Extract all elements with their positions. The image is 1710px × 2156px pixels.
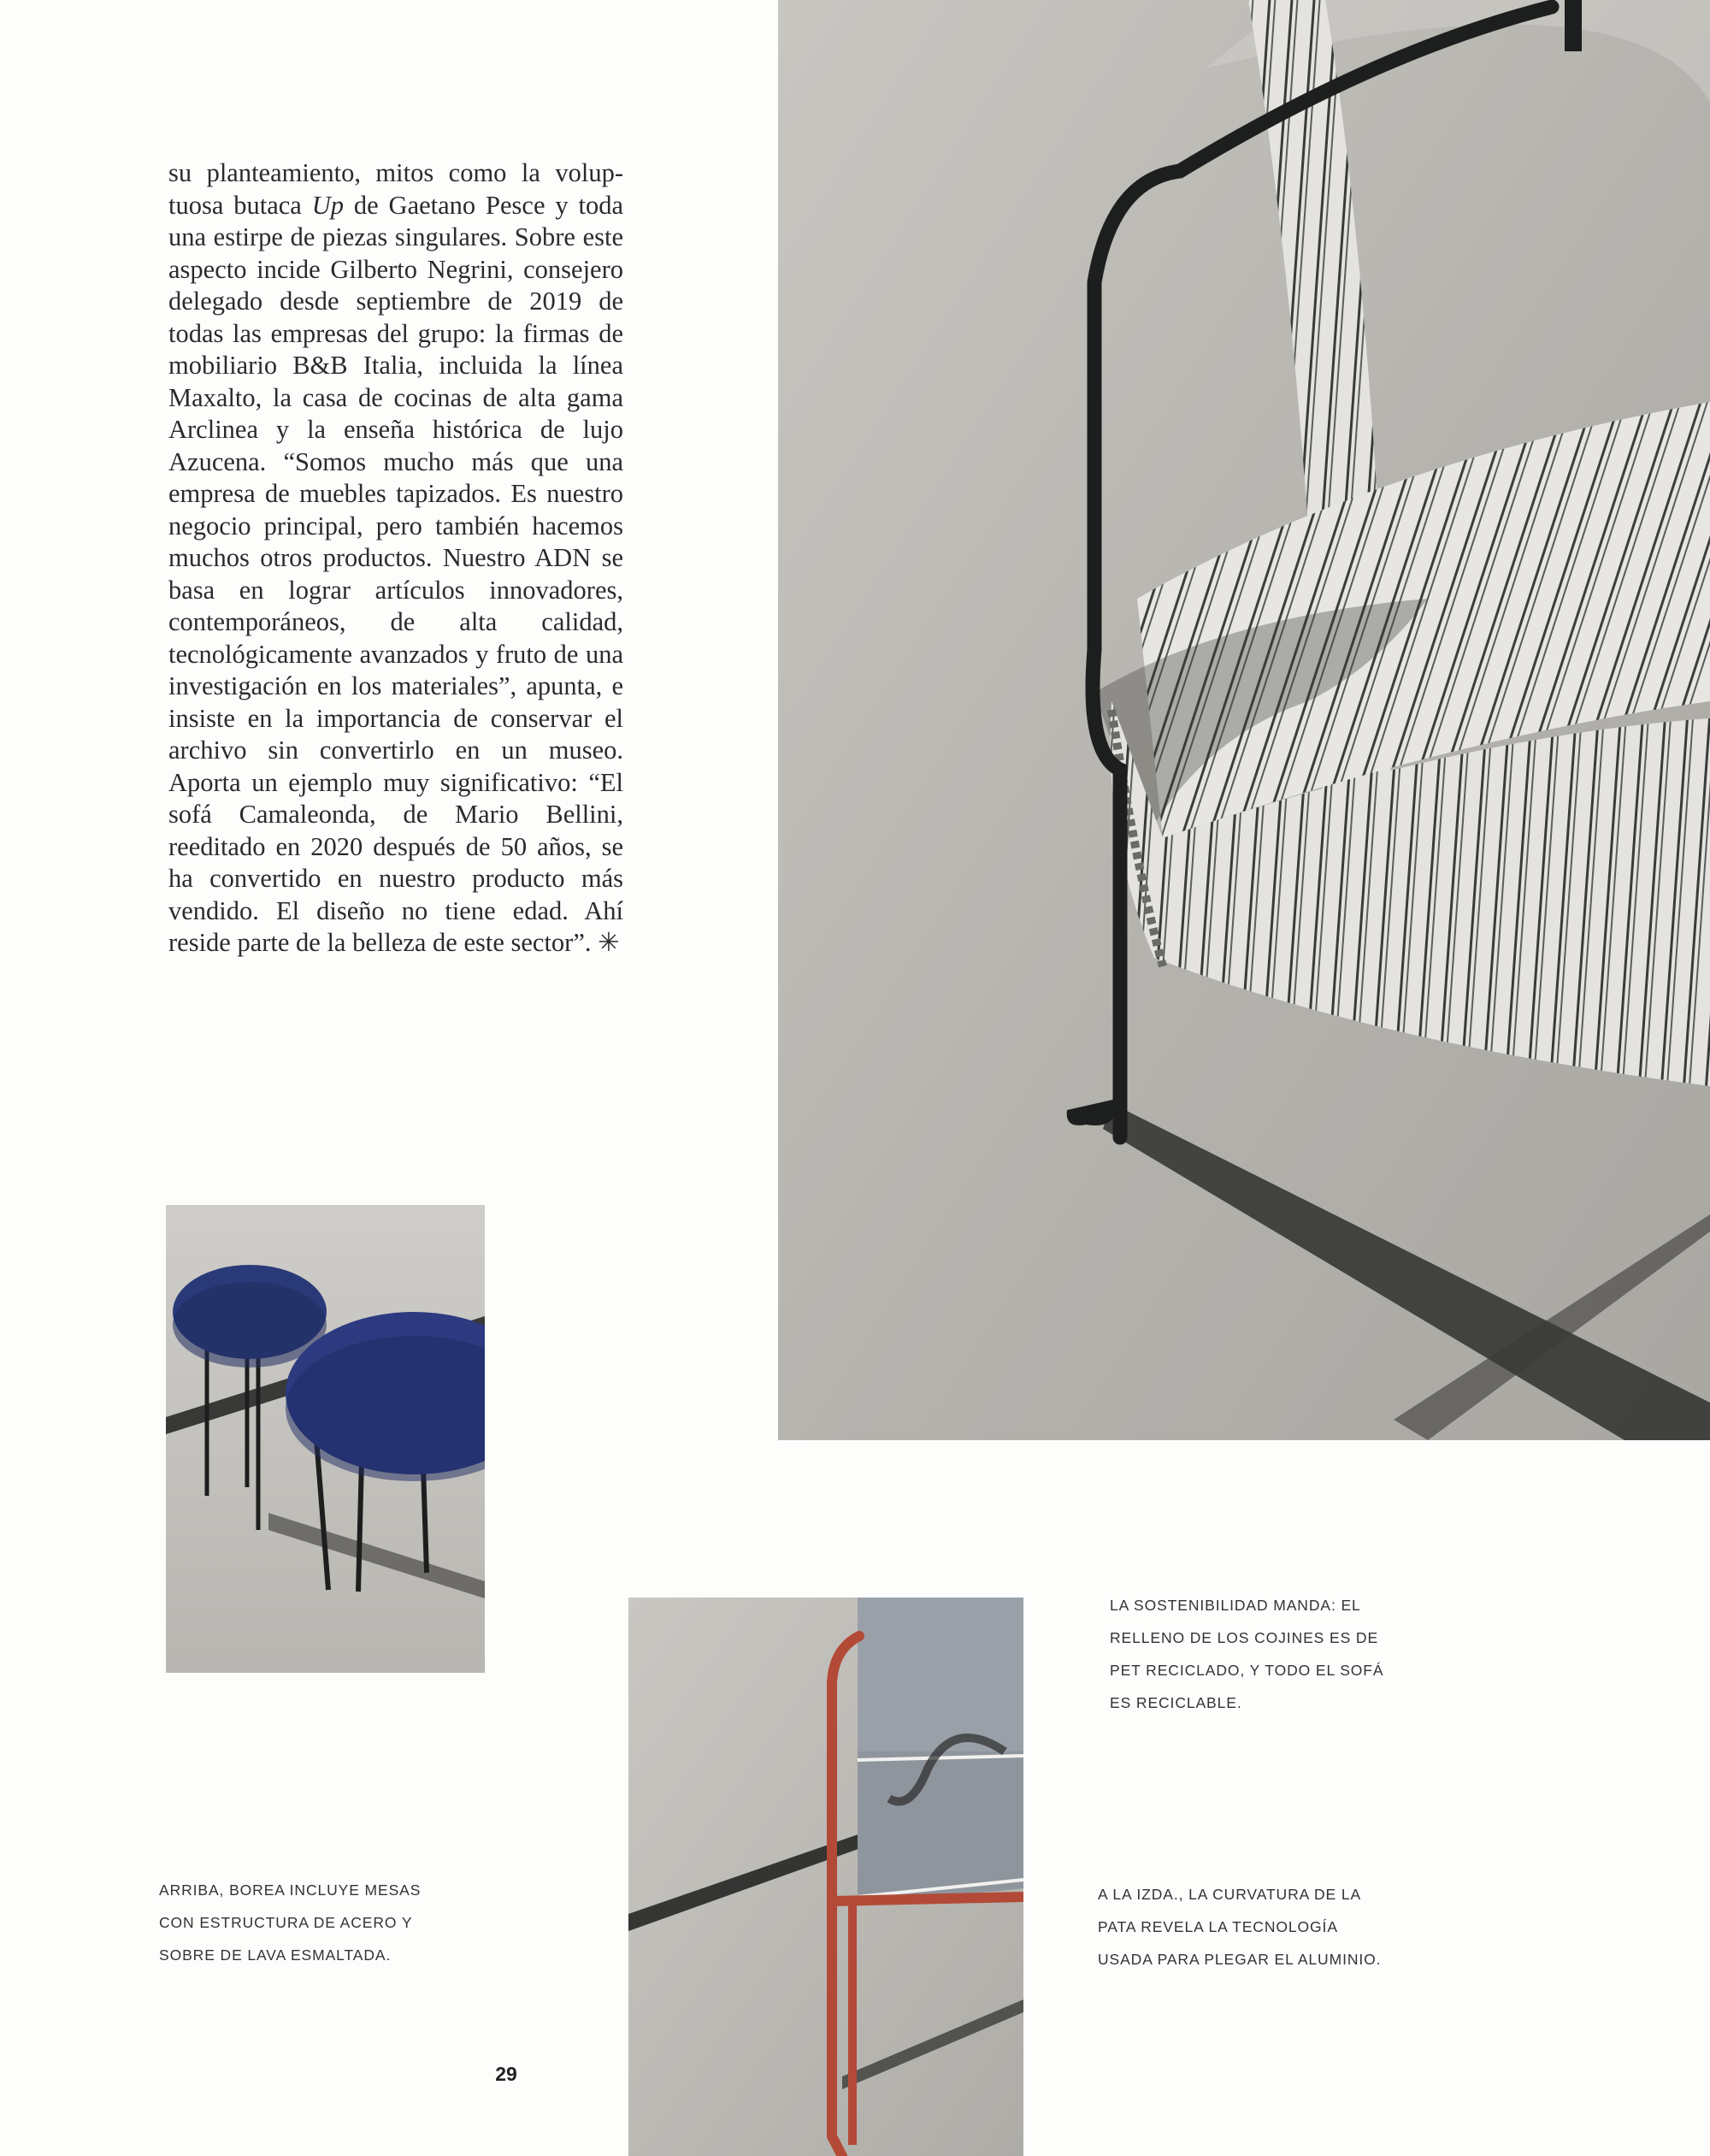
article-body <box>168 157 623 960</box>
caption-arriba: ARRIBA, BOREA INCLUYE MESAS CON ESTRUCTURA DE ACERO Y SOBRE DE LAVA ESMALTADA. <box>159 1881 422 1964</box>
body-rest: de Gaetano Pesce y toda una estirpe de piezas singulares. Sobre este aspecto incide Gilberto Negrini, consejero delegado desde septiembre de 2019 de todas las empresas del grupo: la firmas de mobiliario B&B Italia, incluida la línea Maxalto, la casa de cocinas de alta gama Arclinea y la enseña histórica de lujo Azucena. “Somos mucho más que una empresa de muebles tapizados. Es nuestro negocio principal, pero también hacemos muchos otros productos. Nuestro ADN se basa en lograr artículos innovadores, contemporáneos, de alta calidad, tecnológicamente avanzados y fruto de una investigación en los materiales”, apunta, e insiste en la importancia de conservar el archivo sin convertirlo en un museo. Aporta un ejemplo muy significativo: “El sofá Camaleonda, de Mario Bellini, reeditado en 2020 después de 50 años, se ha convertido en nuestro producto más vendido. El diseño no tiene edad. Ahí reside parte de la belleza de este sector”. ✳ <box>168 190 624 957</box>
armchair-photo <box>778 0 1710 1440</box>
sofa-detail-photo <box>628 1598 1023 2156</box>
caption-sostenibilidad: LA SOSTENIBILIDAD MANDA: EL RELLENO DE LOS COJINES ES DE PET RECICLADO, Y TODO EL SOFÁ ES RECICLABLE. <box>1110 1597 1384 1711</box>
body-italic-up: Up <box>311 190 345 220</box>
side-tables-photo <box>166 1205 485 1673</box>
page-number: 29 <box>495 2063 517 2085</box>
body-lead: su planteamiento, mitos como la voluptuosa butaca <box>168 158 623 220</box>
caption-izda: A LA IZDA., LA CURVATURA DE LA PATA REVELA LA TECNOLOGÍA USADA PARA PLEGAR EL ALUMINIO. <box>1098 1886 1382 1968</box>
